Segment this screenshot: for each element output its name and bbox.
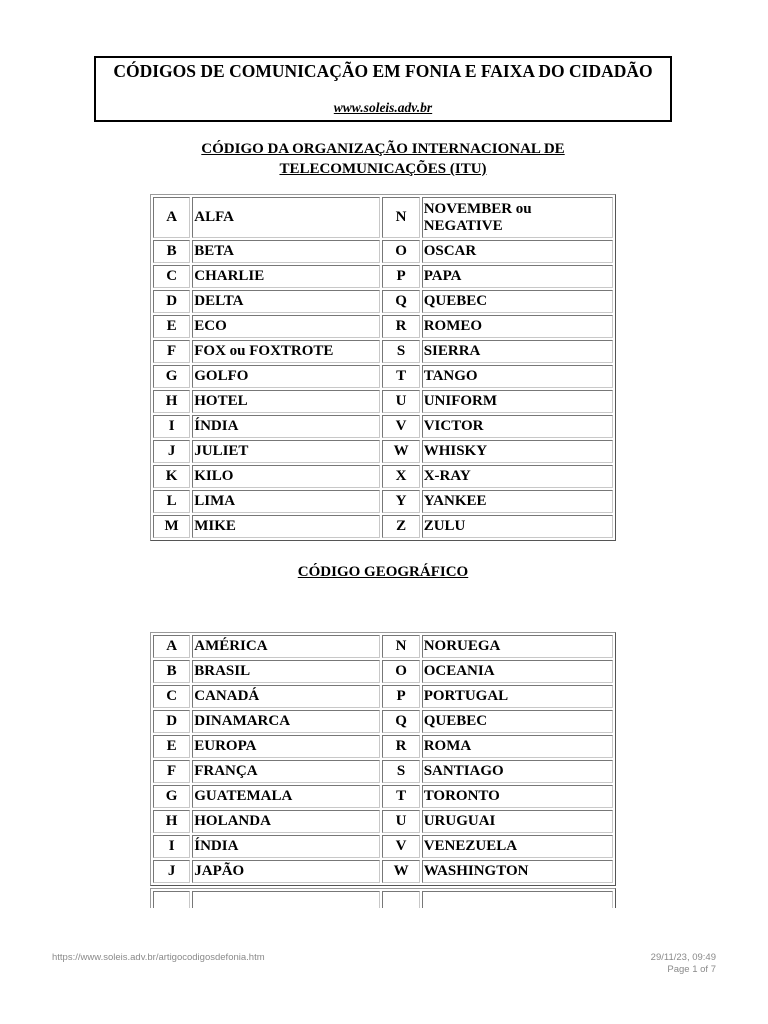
row-letter-left: C xyxy=(153,685,190,708)
row-letter-left: H xyxy=(153,390,190,413)
row-word-right: ROMA xyxy=(422,735,613,758)
row-letter-right: T xyxy=(382,365,419,388)
row-letter-right: U xyxy=(382,390,419,413)
row-word-left: DINAMARCA xyxy=(192,710,380,733)
table-row xyxy=(153,860,613,883)
table-row xyxy=(153,440,613,463)
row-word-left: BRASIL xyxy=(192,660,380,683)
table-row xyxy=(153,710,613,733)
table-cell xyxy=(153,891,190,908)
row-word-left: GOLFO xyxy=(192,365,380,388)
row-letter-right: R xyxy=(382,735,419,758)
row-word-left: LIMA xyxy=(192,490,380,513)
table-row xyxy=(153,290,613,313)
table-row xyxy=(153,785,613,808)
row-word-left: HOLANDA xyxy=(192,810,380,833)
row-letter-left: I xyxy=(153,835,190,858)
row-word-right: SIERRA xyxy=(422,340,613,363)
table-row xyxy=(153,635,613,658)
row-letter-right: R xyxy=(382,315,419,338)
row-word-left: GUATEMALA xyxy=(192,785,380,808)
table-row xyxy=(153,340,613,363)
row-letter-left: L xyxy=(153,490,190,513)
footer-page-number: Page 1 of 7 xyxy=(667,964,716,975)
document-header xyxy=(94,56,672,122)
table-cell xyxy=(192,891,380,908)
table-row xyxy=(153,465,613,488)
row-letter-left: J xyxy=(153,860,190,883)
document-title: CÓDIGOS DE COMUNICAÇÃO EM FONIA E FAIXA DO CIDADÃO xyxy=(113,61,653,81)
row-letter-right: P xyxy=(382,265,419,288)
row-word-right: PAPA xyxy=(422,265,613,288)
row-word-right: PORTUGAL xyxy=(422,685,613,708)
table-row xyxy=(153,315,613,338)
row-word-right: NORUEGA xyxy=(422,635,613,658)
row-word-right: UNIFORM xyxy=(422,390,613,413)
row-word-left: HOTEL xyxy=(192,390,380,413)
table-row xyxy=(153,835,613,858)
itu-title-line1: CÓDIGO DA ORGANIZAÇÃO INTERNACIONAL DE xyxy=(201,141,565,157)
table-row xyxy=(153,515,613,538)
row-word-right: NOVEMBER ou NEGATIVE xyxy=(422,197,613,238)
row-word-right: ROMEO xyxy=(422,315,613,338)
row-letter-right: T xyxy=(382,785,419,808)
row-word-left: BETA xyxy=(192,240,380,263)
row-letter-left: G xyxy=(153,365,190,388)
table-row xyxy=(153,415,613,438)
row-letter-right: O xyxy=(382,240,419,263)
row-letter-right: N xyxy=(382,635,419,658)
row-word-right: VICTOR xyxy=(422,415,613,438)
row-word-left: AMÉRICA xyxy=(192,635,380,658)
itu-section-title xyxy=(150,139,616,179)
geo-code-table xyxy=(150,632,616,886)
row-word-right: VENEZUELA xyxy=(422,835,613,858)
row-word-left: MIKE xyxy=(192,515,380,538)
table-row xyxy=(153,660,613,683)
table-row xyxy=(153,197,613,238)
row-letter-right: U xyxy=(382,810,419,833)
itu-title-line2: TELECOMUNICAÇÕES (ITU) xyxy=(279,161,487,177)
row-letter-left: K xyxy=(153,465,190,488)
row-letter-left: I xyxy=(153,415,190,438)
row-word-left: ÍNDIA xyxy=(192,835,380,858)
row-word-right: OCEANIA xyxy=(422,660,613,683)
row-word-left: CHARLIE xyxy=(192,265,380,288)
row-word-left: JULIET xyxy=(192,440,380,463)
row-word-right: QUEBEC xyxy=(422,710,613,733)
row-letter-right: O xyxy=(382,660,419,683)
row-letter-left: B xyxy=(153,660,190,683)
row-word-left: CANADÁ xyxy=(192,685,380,708)
row-letter-left: E xyxy=(153,315,190,338)
row-letter-left: A xyxy=(153,635,190,658)
row-word-left: ALFA xyxy=(192,197,380,238)
table-row xyxy=(153,265,613,288)
row-letter-right: Q xyxy=(382,710,419,733)
row-word-right: ZULU xyxy=(422,515,613,538)
itu-code-table xyxy=(150,194,616,541)
geo-code-table-cut-row xyxy=(150,888,616,908)
row-word-left: FRANÇA xyxy=(192,760,380,783)
footer-datetime: 29/11/23, 09:49 xyxy=(650,952,716,963)
row-word-right: YANKEE xyxy=(422,490,613,513)
table-row xyxy=(153,810,613,833)
row-word-left: EUROPA xyxy=(192,735,380,758)
row-word-left: KILO xyxy=(192,465,380,488)
row-letter-right: V xyxy=(382,415,419,438)
table-row xyxy=(153,240,613,263)
row-word-left: ÍNDIA xyxy=(192,415,380,438)
geo-section-title: CÓDIGO GEOGRÁFICO xyxy=(297,564,469,580)
row-letter-right: Z xyxy=(382,515,419,538)
row-letter-left: A xyxy=(153,197,190,238)
row-word-right: WHISKY xyxy=(422,440,613,463)
row-letter-left: D xyxy=(153,290,190,313)
table-cell xyxy=(422,891,613,908)
row-letter-left: D xyxy=(153,710,190,733)
row-letter-left: J xyxy=(153,440,190,463)
table-row xyxy=(153,760,613,783)
geo-table-continuation xyxy=(150,888,620,908)
row-letter-right: W xyxy=(382,860,419,883)
row-letter-right: X xyxy=(382,465,419,488)
row-word-right: TORONTO xyxy=(422,785,613,808)
row-word-right: QUEBEC xyxy=(422,290,613,313)
row-letter-right: S xyxy=(382,340,419,363)
row-letter-right: N xyxy=(382,197,419,238)
table-row xyxy=(153,390,613,413)
row-letter-left: C xyxy=(153,265,190,288)
row-word-right: WASHINGTON xyxy=(422,860,613,883)
row-word-left: ECO xyxy=(192,315,380,338)
row-word-left: FOX ou FOXTROTE xyxy=(192,340,380,363)
row-letter-left: H xyxy=(153,810,190,833)
row-letter-left: M xyxy=(153,515,190,538)
row-letter-left: E xyxy=(153,735,190,758)
footer-url: https://www.soleis.adv.br/artigocodigosdefonia.htm xyxy=(52,952,265,963)
row-word-right: OSCAR xyxy=(422,240,613,263)
row-letter-right: P xyxy=(382,685,419,708)
table-cell xyxy=(382,891,419,908)
row-letter-right: S xyxy=(382,760,419,783)
table-row xyxy=(153,735,613,758)
row-letter-left: G xyxy=(153,785,190,808)
table-row xyxy=(153,365,613,388)
row-letter-left: B xyxy=(153,240,190,263)
site-link[interactable]: www.soleis.adv.br xyxy=(333,100,433,115)
row-word-left: DELTA xyxy=(192,290,380,313)
row-word-left: JAPÃO xyxy=(192,860,380,883)
row-word-right: X-RAY xyxy=(422,465,613,488)
footer-meta xyxy=(651,952,716,976)
row-word-right: SANTIAGO xyxy=(422,760,613,783)
row-letter-right: V xyxy=(382,835,419,858)
row-letter-right: Q xyxy=(382,290,419,313)
row-letter-right: W xyxy=(382,440,419,463)
row-letter-right: Y xyxy=(382,490,419,513)
table-row xyxy=(153,891,613,908)
row-word-right: URUGUAI xyxy=(422,810,613,833)
table-row xyxy=(153,490,613,513)
row-letter-left: F xyxy=(153,760,190,783)
row-letter-left: F xyxy=(153,340,190,363)
table-row xyxy=(153,685,613,708)
row-word-right: TANGO xyxy=(422,365,613,388)
